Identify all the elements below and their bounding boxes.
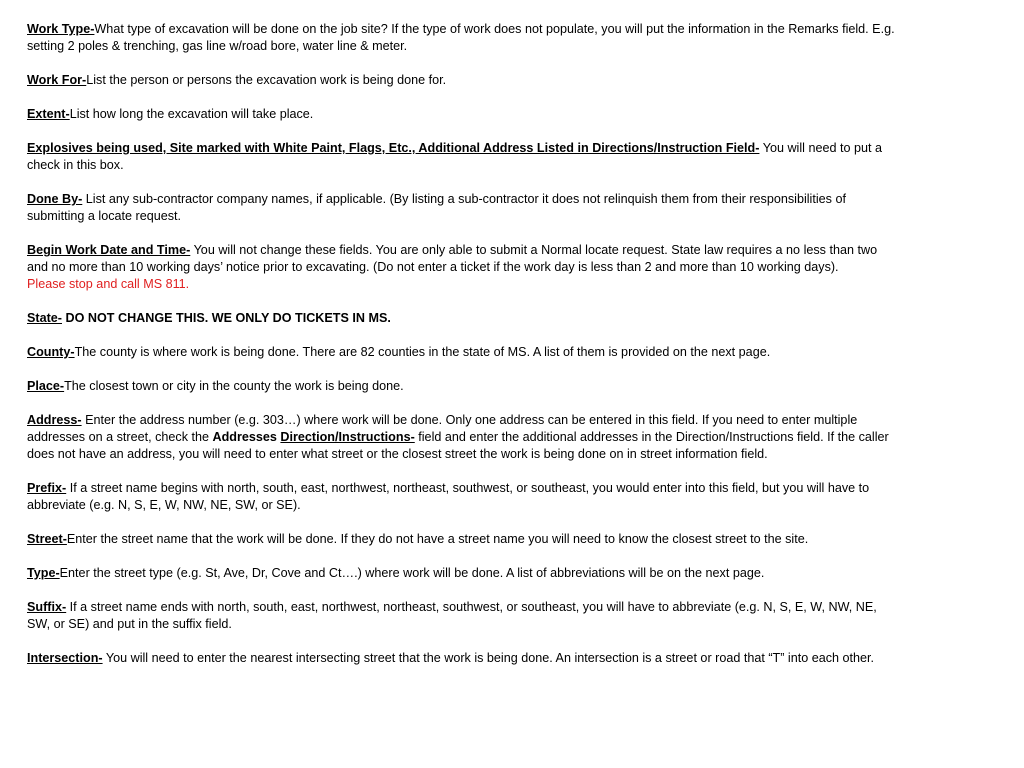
- place-text: The closest town or city in the county the work is being done.: [64, 379, 404, 393]
- call-ms811-warning: Please stop and call MS 811.: [27, 277, 190, 291]
- work-for-term: Work For-: [27, 73, 87, 87]
- extent-paragraph: [27, 106, 895, 123]
- suffix-paragraph: [27, 599, 895, 633]
- work-type-text: What type of excavation will be done on the job site? If the type of work does not populate, you will put the information in the Remarks field. E.g. setting 2 poles & trenching, gas line w/road bore, water line & meter.: [27, 22, 895, 53]
- state-text: DO NOT CHANGE THIS. WE ONLY DO TICKETS IN MS.: [62, 311, 391, 325]
- state-paragraph: [27, 310, 895, 327]
- intersection-text: You will need to enter the nearest intersecting street that the work is being done. An intersection is a street or road that “T” into each other.: [102, 651, 875, 665]
- street-paragraph: [27, 531, 895, 548]
- place-paragraph: [27, 378, 895, 395]
- explosives-paragraph: [27, 140, 895, 174]
- done-by-text: List any sub-contractor company names, if applicable. (By listing a sub-contractor it does not relinquish them from their responsibilities of submitting a locate request.: [27, 192, 846, 223]
- instructions-document: [27, 21, 895, 684]
- done-by-term: Done By-: [27, 192, 83, 206]
- explosives-term: Explosives being used, Site marked with White Paint, Flags, Etc., Additional Address Listed in Directions/Instruction Field-: [27, 141, 760, 155]
- street-text: Enter the street name that the work will be done. If they do not have a street name you will need to know the closest street to the site.: [66, 532, 809, 546]
- extent-term: Extent-: [27, 107, 70, 121]
- prefix-text: If a street name begins with north, south, east, northwest, northeast, southwest, or southeast, you would enter into this field, but you will have to abbreviate (e.g. N, S, E, W, NW, NE, SW, or SE).: [27, 481, 870, 512]
- address-bold-direction: Direction/Instructions-: [280, 430, 415, 444]
- explosives-text: You will need to put a check in this box.: [27, 141, 882, 172]
- begin-work-term: Begin Work Date and Time-: [27, 243, 191, 257]
- address-text-2: field and enter the additional addresses in the Direction/Instructions field. If the caller does not have an address, you will need to enter what street or the closest street the work is being done on in street information field.: [27, 430, 889, 461]
- work-type-paragraph: [27, 21, 895, 55]
- address-bold-addresses: Addresses: [212, 430, 277, 444]
- prefix-paragraph: [27, 480, 895, 514]
- type-paragraph: [27, 565, 895, 582]
- begin-work-paragraph: [27, 242, 895, 293]
- address-term: Address-: [27, 413, 82, 427]
- done-by-paragraph: [27, 191, 895, 225]
- intersection-paragraph: [27, 650, 895, 667]
- extent-text: List how long the excavation will take place.: [69, 107, 314, 121]
- county-text: The county is where work is being done. There are 82 counties in the state of MS. A list of them is provided on the next page.: [74, 345, 771, 359]
- work-type-term: Work Type-: [27, 22, 95, 36]
- prefix-term: Prefix-: [27, 481, 67, 495]
- address-text-1: Enter the address number (e.g. 303…) where work will be done. Only one address can be entered in this field. If you need to enter multiple addresses on a street, check the: [27, 413, 858, 444]
- begin-work-text: You will not change these fields. You are only able to submit a Normal locate request. State law requires a no less than two and no more than 10 working days’ notice prior to excavating. (Do not enter a ticket if the work day is less than 2 and more than 10 working days).: [27, 243, 878, 274]
- type-text: Enter the street type (e.g. St, Ave, Dr, Cove and Ct….) where work will be done. A list of abbreviations will be on the next page.: [59, 566, 765, 580]
- work-for-text: List the person or persons the excavation work is being done for.: [86, 73, 447, 87]
- work-for-paragraph: [27, 72, 895, 89]
- county-paragraph: [27, 344, 895, 361]
- street-term: Street-: [27, 532, 67, 546]
- state-term: State-: [27, 311, 62, 325]
- suffix-term: Suffix-: [27, 600, 67, 614]
- intersection-term: Intersection-: [27, 651, 103, 665]
- suffix-text: If a street name ends with north, south, east, northwest, northeast, southwest, or southeast, you will have to abbreviate (e.g. N, S, E, W, NW, NE, SW, or SE) and put in the suffix field.: [27, 600, 877, 631]
- county-term: County-: [27, 345, 75, 359]
- address-paragraph: [27, 412, 895, 463]
- place-term: Place-: [27, 379, 65, 393]
- type-term: Type-: [27, 566, 60, 580]
